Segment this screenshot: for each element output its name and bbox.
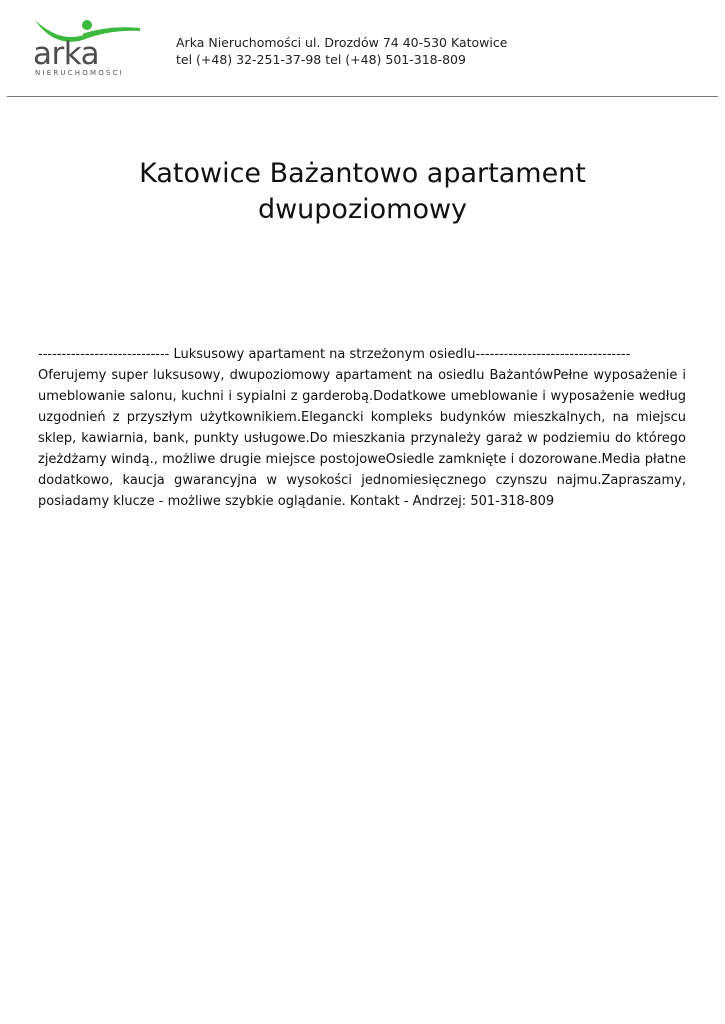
header-divider [7,96,718,97]
svg-text:arka: arka [33,36,100,72]
listing-description [38,344,686,512]
agency-phones: tel (+48) 32-251-37-98 tel (+48) 501-318-809 [176,52,466,67]
arka-logo [30,14,142,78]
listing-title: Katowice Bażantowo apartament dwupoziomowy [139,158,586,225]
svg-text:NIERUCHOMOŚCI: NIERUCHOMOŚCI [35,69,124,77]
description-body: Oferujemy super luksusowy, dwupoziomowy apartament na osiedlu BażantówPełne wyposażenie i umeblowanie salonu, kuchni i sypialni z garderobą.Dodatkowe umeblowanie i wyposażenie według uzgodnień z przyszłym użytkownikiem.Elegancki kompleks budynków mieszkalnych, na miejscu sklep, kawiarnia, bank, punkty usługowe.Do mieszkania przynależy garaż w podziemiu do którego zjeżdżamy windą., możliwe drugie miejsce postojoweOsiedle zamknięte i dozorowane.Media płatne dodatkowo, kaucja gwarancyjna w wysokości jednomiesięcznego czynszu najmu.Zapraszamy, posiadamy klucze - możliwe szybkie oglądanie. Kontakt - Andrzej: 501-318-809 [38,368,686,509]
agency-contact-info [176,34,507,68]
description-heading: ---------------------------- Luksusowy apartament na strzeżonym osiedlu--------------------------------- [38,347,631,362]
agency-address: Arka Nieruchomości ul. Drozdów 74 40-530 Katowice [176,35,508,50]
arka-logo-graphic [30,14,142,78]
